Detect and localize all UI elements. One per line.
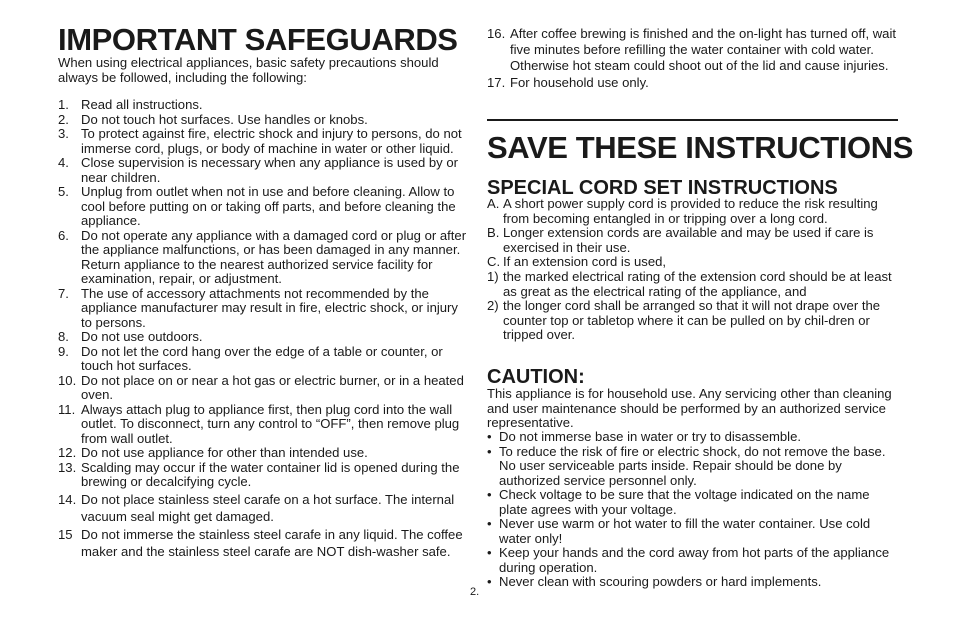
item-text: Scalding may occur if the water container lid is opened during the brewing or decalcifying cycle.: [81, 459, 460, 489]
item-text: The use of accessory attachments not recommended by the appliance manufacturer may result in fire, electric shock, or injury to persons.: [81, 285, 458, 330]
item-text: Do not immerse the stainless steel carafe in any liquid. The coffee maker and the stainless steel carafe are NOT dish-washer safe.: [81, 526, 463, 559]
item-marker: C.: [487, 254, 501, 270]
item-text: Always attach plug to appliance first, then plug cord into the wall outlet. To disconnect, turn any control to “OFF”, then remove plug from wall outlet.: [81, 401, 460, 446]
important-safeguards-title: IMPORTANT SAFEGUARDS: [58, 22, 458, 57]
intro-paragraph: When using electrical appliances, basic safety precautions should always be followed, including the following:: [58, 55, 439, 85]
item-text: Do not let the cord hang over the edge of a table or counter, or touch hot surfaces.: [81, 343, 443, 373]
item-text: Do not place stainless steel carafe on a hot surface. The internal vacuum seal might get damaged.: [81, 491, 455, 524]
item-text: the marked electrical rating of the extension cord should be at least as great as the electrical rating of the appliance, and: [503, 268, 892, 299]
safeguard-item: [58, 345, 468, 374]
item-text: Never use warm or hot water to fill the water container. Use cold water only!: [499, 516, 871, 546]
safeguard-item: [58, 446, 468, 461]
item-number: 3.: [58, 126, 69, 141]
caution-item: [487, 488, 899, 517]
item-number: 4.: [58, 155, 69, 170]
item-number: 9.: [58, 343, 69, 359]
item-number: 8.: [58, 329, 69, 344]
item-number: 15: [58, 526, 73, 542]
item-text: After coffee brewing is finished and the on-light has turned off, wait five minutes before refilling the water container with cold water. Otherwise hot steam could shoot out of the lid and cause injuries.: [510, 26, 897, 74]
item-text: Do not operate any appliance with a damaged cord or plug or after the appliance malfunctions, or has been damaged in any manner. Return appliance to the nearest authorized service facility for examination, repair, or adjustment.: [81, 227, 467, 286]
item-text: the longer cord shall be arranged so that it will not drape over the counter top or tabletop where it can be pulled on by chil-dren or tripped over.: [503, 298, 881, 343]
item-text: Keep your hands and the cord away from hot parts of the appliance during operation.: [499, 545, 890, 575]
item-text: Do not place on or near a hot gas or electric burner, or in a heated oven.: [81, 372, 464, 402]
caution-item: [487, 430, 899, 445]
item-text: Check voltage to be sure that the voltage indicated on the name plate agrees with your voltage.: [499, 487, 870, 517]
cord-item: [487, 299, 899, 343]
safeguard-item: [58, 374, 468, 403]
caution-heading: CAUTION:: [487, 366, 585, 388]
item-number: 6.: [58, 227, 69, 243]
caution-list: [487, 430, 899, 590]
item-number: 7.: [58, 285, 69, 301]
caution-item: [487, 517, 899, 546]
item-text: Unplug from outlet when not in use and before cleaning. Allow to cool before putting on or taking off parts, and before cleaning the appliance.: [81, 184, 456, 228]
safeguard-item: [487, 75, 897, 91]
item-text: If an extension cord is used,: [503, 254, 667, 270]
item-number: 13.: [58, 459, 77, 475]
item-marker: B.: [487, 225, 500, 241]
cord-item: [487, 270, 899, 299]
item-text: Longer extension cords are available and may be used if care is exercised in their use.: [503, 225, 874, 255]
bullet: •: [487, 545, 492, 560]
item-number: 14.: [58, 491, 77, 507]
safeguard-item: [58, 287, 468, 331]
safeguard-item: [58, 403, 468, 447]
item-text: Do not use outdoors.: [81, 329, 203, 344]
safeguards-list-continued: [487, 26, 897, 91]
safeguard-item: [58, 526, 468, 560]
caution-item: [487, 575, 899, 590]
item-number: 2.: [58, 111, 69, 127]
item-number: 1.: [58, 97, 69, 112]
item-marker: A.: [487, 196, 500, 211]
bullet: •: [487, 429, 492, 444]
safeguard-item: [58, 185, 468, 229]
safeguard-item: [58, 98, 468, 113]
item-marker: 2): [487, 298, 499, 314]
cord-item: [487, 197, 899, 226]
bullet: •: [487, 516, 492, 531]
caution-item: [487, 546, 899, 575]
safeguard-item: [58, 461, 468, 490]
cord-item: [487, 255, 899, 270]
cord-set-list: [487, 197, 899, 343]
item-number: 11.: [58, 401, 76, 417]
item-number: 17.: [487, 74, 506, 90]
item-text: To reduce the risk of fire or electric shock, do not remove the base. No user serviceable parts inside. Repair should be done by authorized service personnel only.: [499, 443, 886, 488]
item-text: For household use only.: [510, 74, 649, 90]
safeguard-item: [58, 330, 468, 345]
caution-item: [487, 445, 899, 489]
section-divider: [487, 119, 898, 121]
item-text: Close supervision is necessary when any appliance is used by or near children.: [81, 155, 459, 185]
bullet: •: [487, 487, 492, 502]
item-text: Never clean with scouring powders or hard implements.: [499, 574, 822, 589]
item-number: 5.: [58, 184, 69, 199]
item-text: Do not immerse base in water or try to disassemble.: [499, 429, 802, 444]
safeguards-list: [58, 98, 468, 560]
page-number: 2.: [470, 586, 480, 598]
safeguard-item: [58, 113, 468, 128]
item-text: Do not touch hot surfaces. Use handles or knobs.: [81, 111, 368, 127]
safeguard-item: [58, 127, 468, 156]
item-number: 16.: [487, 26, 506, 41]
item-text: Read all instructions.: [81, 97, 203, 112]
cord-item: [487, 226, 899, 255]
item-number: 12.: [58, 445, 77, 460]
save-instructions-title: SAVE THESE INSTRUCTIONS: [487, 130, 913, 165]
safeguard-item: [58, 229, 468, 287]
safeguard-item: [58, 156, 468, 185]
bullet: •: [487, 443, 492, 459]
item-text: To protect against fire, electric shock and injury to persons, do not immerse cord, plugs, or body of machine in water or other liquid.: [81, 126, 462, 156]
cord-set-heading: SPECIAL CORD SET INSTRUCTIONS: [487, 177, 838, 199]
safeguard-item: [58, 491, 468, 525]
item-text: Do not use appliance for other than intended use.: [81, 445, 368, 460]
item-marker: 1): [487, 268, 499, 284]
item-number: 10.: [58, 372, 77, 388]
caution-paragraph: This appliance is for household use. Any servicing other than cleaning and user maintenance should be performed by an authorized service representative.: [487, 386, 892, 430]
bullet: •: [487, 574, 492, 589]
item-text: A short power supply cord is provided to reduce the risk resulting from becoming entangled in or tripping over a long cord.: [503, 196, 878, 226]
safeguard-item: [487, 26, 897, 75]
